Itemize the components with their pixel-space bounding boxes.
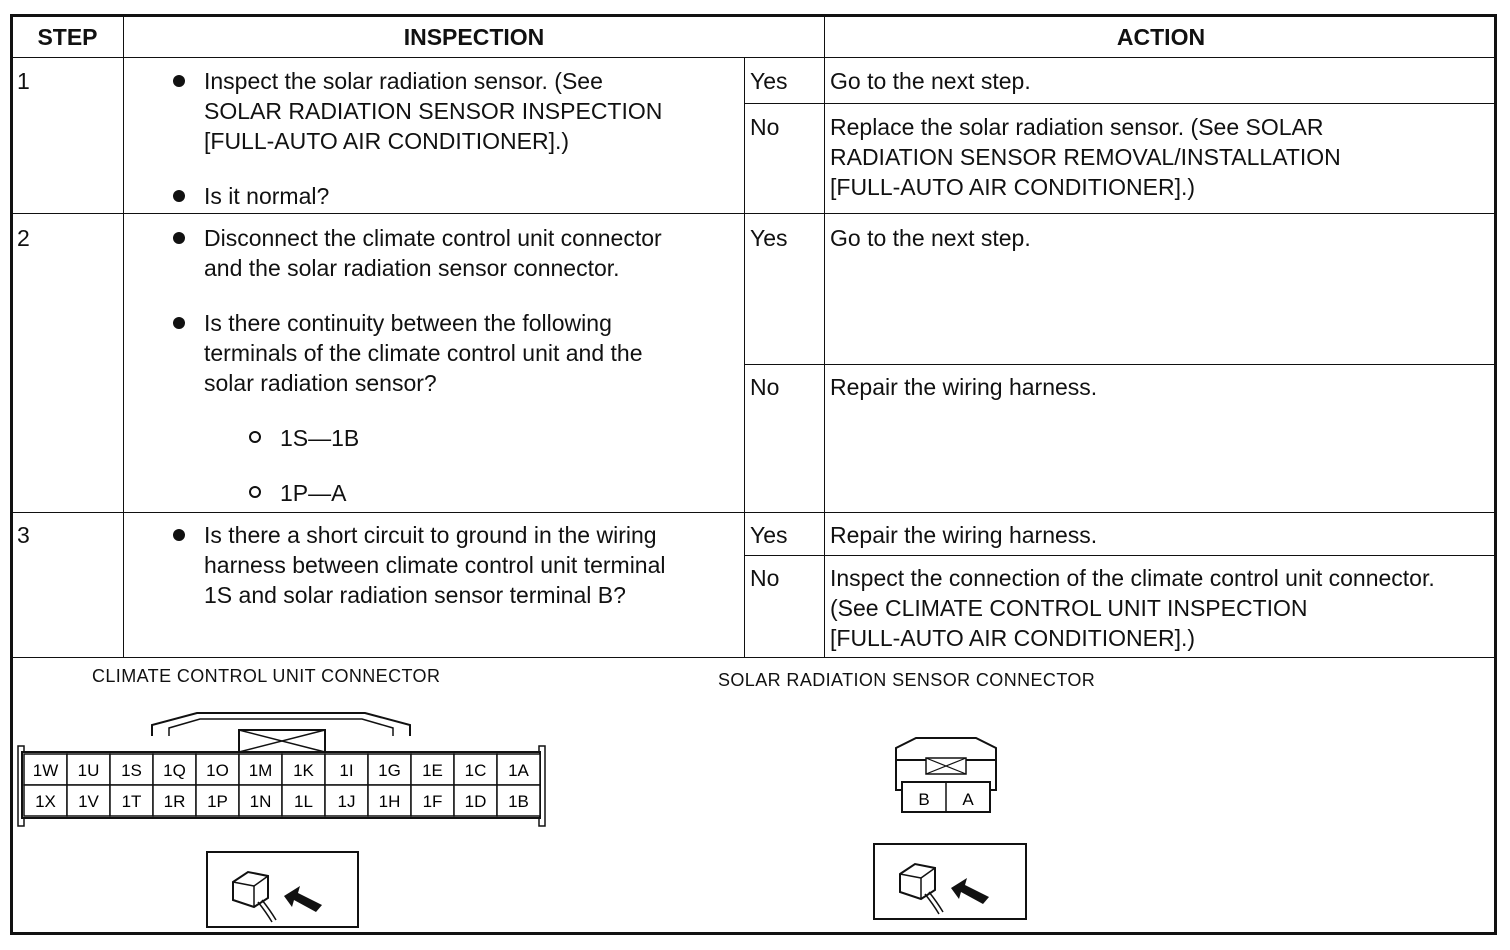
inspection-line: SOLAR RADIATION SENSOR INSPECTION: [204, 98, 663, 124]
bullet-icon: [173, 232, 185, 244]
row-divider-1: [12, 213, 1497, 214]
action-line: [FULL-AUTO AIR CONDITIONER].): [830, 625, 1196, 651]
terminal-pair: 1S—1B: [280, 425, 360, 451]
action-line: (See CLIMATE CONTROL UNIT INSPECTION: [830, 595, 1308, 621]
inspection-line: Is there continuity between the following: [204, 310, 612, 336]
sub-bullet-icon: [249, 486, 261, 498]
ccu-terminal-label: 1T: [121, 792, 142, 811]
srs-terminal-b: B: [918, 790, 930, 809]
ccu-terminal-label: 1Q: [163, 761, 186, 780]
step-number-1: 1: [17, 68, 30, 94]
ccu-terminal-label: 1K: [293, 761, 314, 780]
terminal-side-view-icon: [874, 844, 1026, 919]
ccu-terminal-label: 1M: [248, 761, 273, 780]
terminal-side-view-icon: [207, 852, 358, 927]
action-line: Inspect the connection of the climate control unit connector.: [830, 565, 1435, 591]
col-divider-step: [123, 16, 124, 657]
ccu-terminal-label: 1L: [294, 792, 313, 811]
answer-no: No: [750, 565, 780, 591]
action-line: Repair the wiring harness.: [830, 522, 1098, 548]
header-divider: [12, 57, 1497, 58]
action-divider-3: [744, 555, 1497, 556]
answer-no: No: [750, 374, 780, 400]
inspection-line: terminals of the climate control unit and the: [204, 340, 643, 366]
action-line: Go to the next step.: [830, 68, 1031, 94]
ccu-terminal-label: 1C: [464, 761, 487, 780]
ccu-terminal-label: 1S: [121, 761, 142, 780]
ccu-connector-diagram: [0, 650, 560, 940]
inspection-line: solar radiation sensor?: [204, 370, 437, 396]
answer-yes: Yes: [750, 68, 788, 94]
col-divider-action: [824, 16, 825, 657]
ccu-terminal-label: 1R: [163, 792, 186, 811]
header-step: STEP: [37, 24, 98, 50]
action-divider-1: [744, 103, 1497, 104]
step-number-3: 3: [17, 522, 30, 548]
action-line: [FULL-AUTO AIR CONDITIONER].): [830, 174, 1196, 200]
ccu-terminal-label: 1V: [78, 792, 99, 811]
ccu-terminal-label: 1H: [378, 792, 401, 811]
bullet-icon: [173, 317, 185, 329]
action-divider-2: [744, 364, 1497, 365]
ccu-terminal-label: 1B: [508, 792, 529, 811]
ccu-terminal-label: 1O: [206, 761, 229, 780]
inspection-line: Is it normal?: [204, 183, 330, 209]
answer-no: No: [750, 114, 780, 140]
inspection-line: Inspect the solar radiation sensor. (See: [204, 68, 603, 94]
inspection-line: Is there a short circuit to ground in the wiring: [204, 522, 657, 548]
row-divider-2: [12, 512, 1497, 513]
inspection-line: [FULL-AUTO AIR CONDITIONER].): [204, 128, 570, 154]
bullet-icon: [173, 75, 185, 87]
header-inspection: INSPECTION: [403, 24, 545, 50]
inspection-line: Disconnect the climate control unit connector: [204, 225, 662, 251]
ccu-terminal-label: 1D: [464, 792, 487, 811]
answer-yes: Yes: [750, 522, 788, 548]
step-number-2: 2: [17, 225, 30, 251]
ccu-terminal-label: 1N: [249, 792, 272, 811]
ccu-terminal-label: 1W: [32, 761, 59, 780]
inspection-line: and the solar radiation sensor connector.: [204, 255, 620, 281]
action-line: Go to the next step.: [830, 225, 1031, 251]
ccu-terminal-label: 1J: [337, 792, 356, 811]
ccu-terminal-label: 1A: [508, 761, 529, 780]
ccu-terminal-label: 1P: [207, 792, 228, 811]
bullet-icon: [173, 190, 185, 202]
ccu-connector-caption: CLIMATE CONTROL UNIT CONNECTOR: [92, 666, 441, 686]
action-line: Repair the wiring harness.: [830, 374, 1098, 400]
header-action: ACTION: [1116, 24, 1206, 50]
action-line: Replace the solar radiation sensor. (See SOLAR: [830, 114, 1324, 140]
inspection-line: harness between climate control unit terminal: [204, 552, 666, 578]
ccu-terminal-label: 1I: [339, 761, 354, 780]
ccu-terminal-label: 1G: [378, 761, 401, 780]
terminal-pair: 1P—A: [280, 480, 347, 506]
sub-bullet-icon: [249, 431, 261, 443]
bullet-icon: [173, 529, 185, 541]
ccu-terminal-label: 1U: [77, 761, 100, 780]
inspection-line: 1S and solar radiation sensor terminal B?: [204, 582, 626, 608]
srs-connector-diagram: [860, 650, 1100, 940]
ccu-terminal-label: 1X: [35, 792, 56, 811]
col-divider-answer: [744, 57, 745, 657]
action-line: RADIATION SENSOR REMOVAL/INSTALLATION: [830, 144, 1341, 170]
srs-terminal-a: A: [962, 790, 974, 809]
ccu-terminal-label: 1F: [422, 792, 443, 811]
answer-yes: Yes: [750, 225, 788, 251]
ccu-terminal-label: 1E: [422, 761, 443, 780]
srs-connector-caption: SOLAR RADIATION SENSOR CONNECTOR: [718, 670, 1096, 690]
